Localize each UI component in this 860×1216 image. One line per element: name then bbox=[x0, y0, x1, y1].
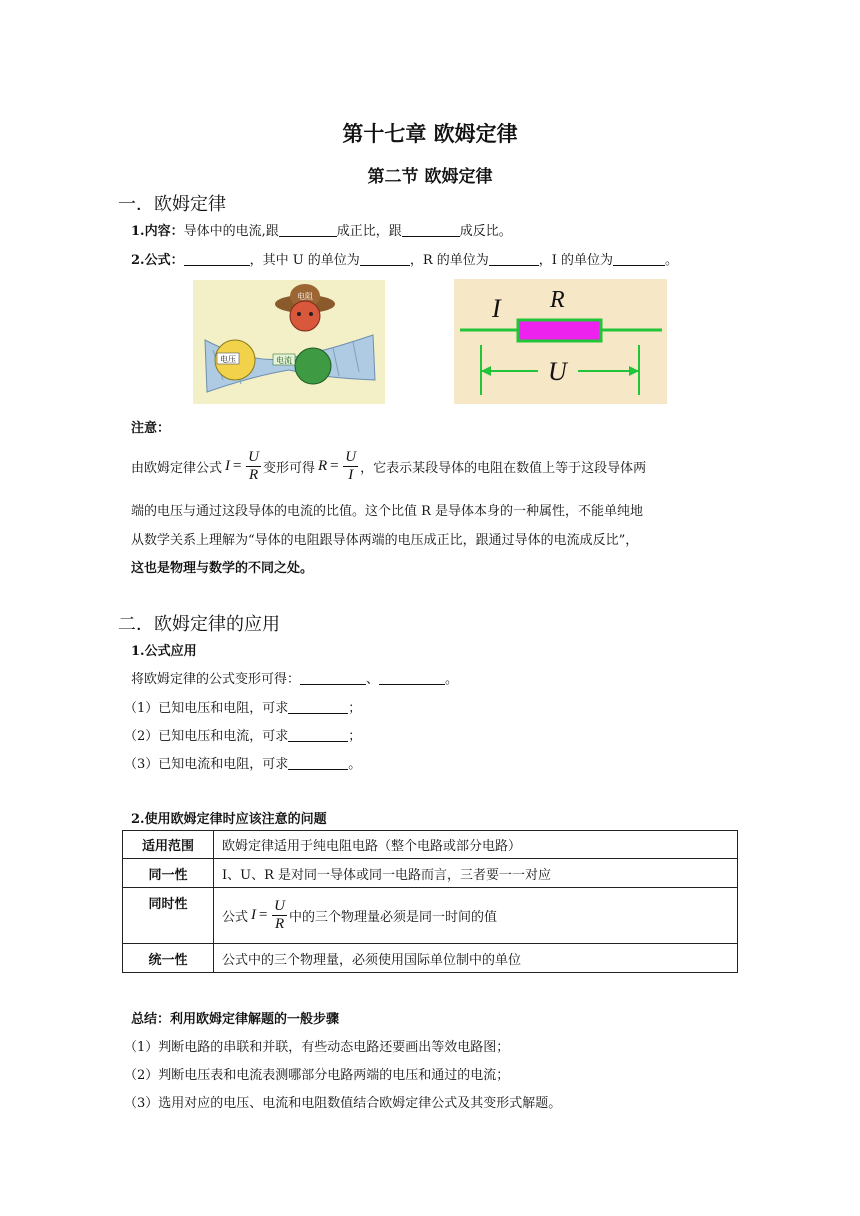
table-row bbox=[123, 859, 738, 888]
circuit-resistance-symbol: R bbox=[550, 287, 565, 313]
blank bbox=[288, 728, 348, 742]
section-title: 第二节 欧姆定律 bbox=[367, 167, 493, 187]
table-row bbox=[123, 888, 738, 944]
table-row bbox=[123, 831, 738, 859]
cartoon-voltage-label: 电压 bbox=[220, 355, 236, 364]
table-key-cell: 同时性 bbox=[123, 888, 214, 944]
summary-step: （3）选用对应的电压、电流和电阻数值结合欧姆定律公式及其变形式解题。 bbox=[124, 1096, 562, 1111]
formula-text-b: ，R 的单位为 bbox=[409, 253, 489, 268]
math-r: R bbox=[318, 457, 328, 474]
cartoon-current-label: 电流 bbox=[276, 356, 292, 365]
blank bbox=[489, 252, 539, 266]
numerator: U bbox=[248, 448, 259, 465]
math-equals: = bbox=[329, 457, 340, 474]
content-label: 1.内容： bbox=[131, 224, 184, 239]
content-text-b: 成正比，跟 bbox=[336, 224, 402, 239]
section-2-heading: 二．欧姆定律的应用 bbox=[118, 614, 280, 635]
list-item-text: （3）已知电流和电阻，可求 bbox=[124, 757, 289, 772]
ohm-formula-fraction bbox=[246, 449, 261, 484]
blank bbox=[288, 700, 348, 714]
variants-text: 将欧姆定律的公式变形可得： bbox=[131, 672, 301, 687]
formula-label: 2.公式： bbox=[131, 253, 184, 268]
blank bbox=[300, 671, 366, 685]
math-i: I bbox=[225, 457, 231, 474]
formula-application-heading: 1.公式应用 bbox=[131, 644, 197, 659]
content-text-a: 导体中的电流,跟 bbox=[183, 224, 279, 239]
blank bbox=[613, 252, 665, 266]
formula-variants-line bbox=[131, 668, 458, 687]
denominator: R bbox=[248, 466, 259, 483]
table-row bbox=[123, 944, 738, 973]
ohm-cartoon-image bbox=[193, 280, 385, 404]
list-item-end: ； bbox=[348, 701, 362, 716]
resistor-circuit-diagram bbox=[454, 279, 667, 404]
blank bbox=[288, 756, 348, 770]
math-equals: = bbox=[232, 457, 243, 474]
formula-text-a: ，其中 U 的单位为 bbox=[249, 253, 360, 268]
list-item-text: （2）已知电压和电流，可求 bbox=[124, 729, 289, 744]
variants-separator: 、 bbox=[366, 672, 380, 687]
table-value-cell: I、U、R 是对同一导体或同一电路而言，三者要一一对应 bbox=[214, 859, 738, 888]
note-paragraph-line-2: 端的电压与通过这段导体的电流的比值。这个比值 R 是导体本身的一种属性，不能单纯地 bbox=[131, 504, 644, 519]
denominator: I bbox=[348, 466, 354, 483]
formula-text-c: ，I 的单位为 bbox=[538, 253, 614, 268]
blank bbox=[402, 223, 460, 237]
table-value-cell bbox=[214, 888, 738, 944]
note-text-c: ，它表示某段导体的电阻在数值上等于这段导体两 bbox=[360, 460, 647, 476]
list-item bbox=[124, 697, 361, 716]
list-item bbox=[124, 725, 361, 744]
circuit-current-symbol: I bbox=[492, 294, 501, 323]
usage-notes-table bbox=[122, 830, 738, 973]
blank bbox=[379, 671, 445, 685]
table-key-cell: 统一性 bbox=[123, 944, 214, 973]
numerator: U bbox=[274, 898, 285, 914]
note-text-a: 由欧姆定律公式 bbox=[131, 460, 223, 476]
summary-heading: 总结：利用欧姆定律解题的一般步骤 bbox=[131, 1012, 340, 1027]
table-value-cell: 公式中的三个物理量，必须使用国际单位制中的单位 bbox=[214, 944, 738, 973]
circuit-voltage-symbol: U bbox=[548, 357, 567, 386]
simultaneity-text-a: 公式 bbox=[222, 910, 249, 925]
blank bbox=[360, 252, 410, 266]
table-key-cell: 适用范围 bbox=[123, 831, 214, 859]
note-text-b: 变形可得 bbox=[262, 460, 315, 476]
summary-step: （1）判断电路的串联和并联，有些动态电路还要画出等效电路图； bbox=[124, 1040, 510, 1055]
content-line bbox=[131, 220, 512, 239]
formula-line bbox=[131, 249, 678, 268]
list-item-text: （1）已知电压和电阻，可求 bbox=[124, 701, 289, 716]
cartoon-resistance-label: 电阻 bbox=[297, 292, 313, 301]
blank bbox=[184, 252, 250, 266]
list-item bbox=[124, 753, 361, 772]
content-text-c: 成反比。 bbox=[459, 224, 512, 239]
summary-step: （2）判断电压表和电流表测哪部分电路两端的电压和通过的电流； bbox=[124, 1068, 510, 1083]
table-value-cell: 欧姆定律适用于纯电阻电路（整个电路或部分电路） bbox=[214, 831, 738, 859]
note-label: 注意： bbox=[131, 421, 171, 436]
blank bbox=[279, 223, 337, 237]
list-item-end: 。 bbox=[348, 757, 362, 772]
note-paragraph-line-3: 从数学关系上理解为“导体的电阻跟导体两端的电压成正比，跟通过导体的电流成反比”， bbox=[131, 533, 639, 548]
numerator: U bbox=[345, 448, 357, 465]
note-paragraph-line-4: 这也是物理与数学的不同之处。 bbox=[131, 561, 314, 576]
list-item-end: ； bbox=[348, 729, 362, 744]
table-key-cell: 同一性 bbox=[123, 859, 214, 888]
note-paragraph-line-1 bbox=[131, 446, 646, 486]
section-1-heading: 一．欧姆定律 bbox=[118, 194, 226, 215]
chapter-title: 第十七章 欧姆定律 bbox=[342, 121, 518, 146]
denominator: R bbox=[274, 916, 285, 932]
ohm-formula-fraction bbox=[272, 898, 287, 933]
formula-end: 。 bbox=[665, 253, 679, 268]
resistance-formula-fraction bbox=[343, 449, 358, 484]
variants-end: 。 bbox=[445, 672, 459, 687]
math-i: I bbox=[251, 907, 257, 923]
math-equals: = bbox=[258, 907, 269, 923]
usage-notes-heading: 2.使用欧姆定律时应该注意的问题 bbox=[131, 812, 327, 827]
simultaneity-text-b: 中的三个物理量必须是同一时间的值 bbox=[288, 910, 497, 925]
